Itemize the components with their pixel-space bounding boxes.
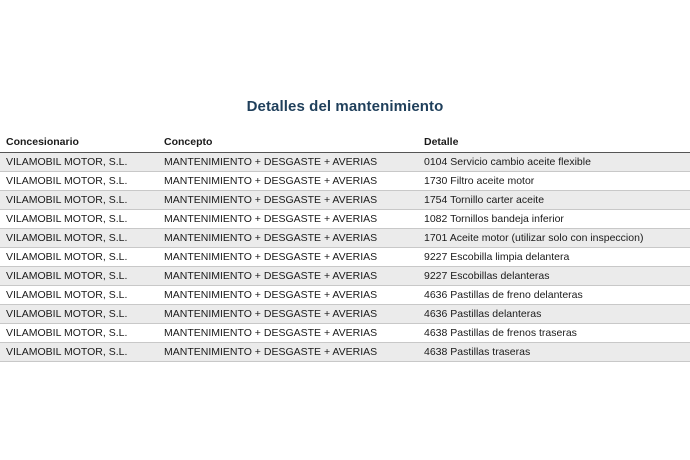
table-row [0, 153, 690, 172]
table-row [0, 305, 690, 324]
cell-concept: MANTENIMIENTO + DESGASTE + AVERIAS [158, 229, 418, 248]
cell-dealer: VILAMOBIL MOTOR, S.L. [0, 324, 158, 343]
cell-dealer: VILAMOBIL MOTOR, S.L. [0, 248, 158, 267]
cell-dealer: VILAMOBIL MOTOR, S.L. [0, 229, 158, 248]
table-row [0, 324, 690, 343]
cell-detail: 0104 Servicio cambio aceite flexible [418, 153, 690, 172]
cell-concept: MANTENIMIENTO + DESGASTE + AVERIAS [158, 153, 418, 172]
cell-dealer: VILAMOBIL MOTOR, S.L. [0, 210, 158, 229]
cell-concept: MANTENIMIENTO + DESGASTE + AVERIAS [158, 267, 418, 286]
cell-detail: 1082 Tornillos bandeja inferior [418, 210, 690, 229]
column-header-detail: Detalle [418, 132, 690, 153]
table-row [0, 172, 690, 191]
cell-detail: 4638 Pastillas de frenos traseras [418, 324, 690, 343]
table-header-row [0, 132, 690, 153]
column-header-concept: Concepto [158, 132, 418, 153]
cell-concept: MANTENIMIENTO + DESGASTE + AVERIAS [158, 305, 418, 324]
table-row [0, 210, 690, 229]
cell-detail: 9227 Escobillas delanteras [418, 267, 690, 286]
cell-dealer: VILAMOBIL MOTOR, S.L. [0, 267, 158, 286]
cell-detail: 1754 Tornillo carter aceite [418, 191, 690, 210]
cell-concept: MANTENIMIENTO + DESGASTE + AVERIAS [158, 191, 418, 210]
cell-dealer: VILAMOBIL MOTOR, S.L. [0, 343, 158, 362]
cell-concept: MANTENIMIENTO + DESGASTE + AVERIAS [158, 286, 418, 305]
cell-detail: 1701 Aceite motor (utilizar solo con inspeccion) [418, 229, 690, 248]
column-header-dealer: Concesionario [0, 132, 158, 153]
table-row [0, 267, 690, 286]
cell-detail: 4636 Pastillas delanteras [418, 305, 690, 324]
table-row [0, 286, 690, 305]
cell-dealer: VILAMOBIL MOTOR, S.L. [0, 286, 158, 305]
cell-concept: MANTENIMIENTO + DESGASTE + AVERIAS [158, 324, 418, 343]
cell-concept: MANTENIMIENTO + DESGASTE + AVERIAS [158, 172, 418, 191]
cell-concept: MANTENIMIENTO + DESGASTE + AVERIAS [158, 210, 418, 229]
page-title: Detalles del mantenimiento [246, 98, 444, 115]
cell-concept: MANTENIMIENTO + DESGASTE + AVERIAS [158, 248, 418, 267]
cell-concept: MANTENIMIENTO + DESGASTE + AVERIAS [158, 343, 418, 362]
cell-dealer: VILAMOBIL MOTOR, S.L. [0, 305, 158, 324]
cell-detail: 9227 Escobilla limpia delantera [418, 248, 690, 267]
cell-detail: 4638 Pastillas traseras [418, 343, 690, 362]
cell-dealer: VILAMOBIL MOTOR, S.L. [0, 172, 158, 191]
cell-dealer: VILAMOBIL MOTOR, S.L. [0, 153, 158, 172]
cell-detail: 4636 Pastillas de freno delanteras [418, 286, 690, 305]
table-row [0, 191, 690, 210]
cell-detail: 1730 Filtro aceite motor [418, 172, 690, 191]
maintenance-table [0, 132, 690, 362]
table-row [0, 229, 690, 248]
table-row [0, 248, 690, 267]
table-row [0, 343, 690, 362]
cell-dealer: VILAMOBIL MOTOR, S.L. [0, 191, 158, 210]
